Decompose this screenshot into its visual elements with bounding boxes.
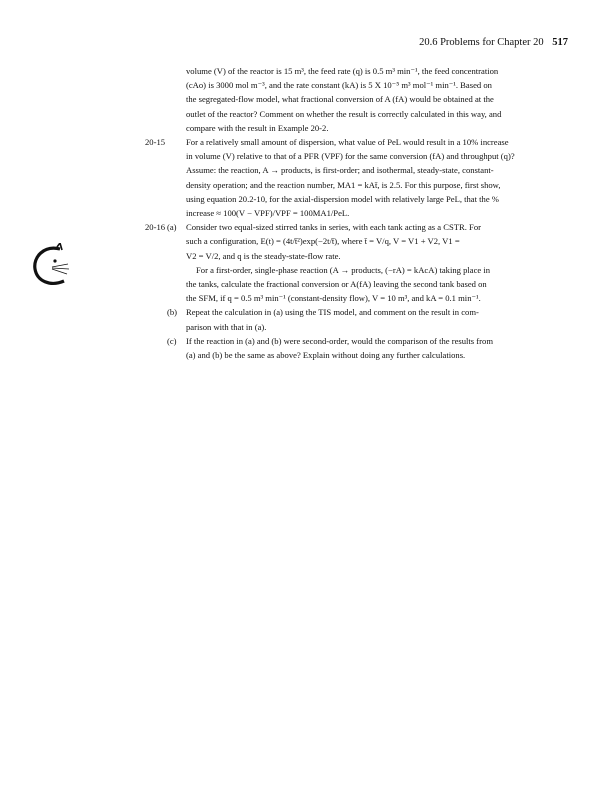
text-line: such a configuration, E(t) = (4t/t̄²)exp(−2t/t̄), where t̄ = V/q, V = V1 + V2, V1 = xyxy=(186,236,460,247)
problem-20-14-continued xyxy=(165,64,570,135)
text-line: Repeat the calculation in (a) using the TIS model, and comment on the result in com- xyxy=(186,307,479,318)
problem-20-15 xyxy=(145,135,570,220)
text-line: For a relatively small amount of dispersion, what value of PeL would result in a 10% increase xyxy=(186,137,509,148)
part-label: (c) xyxy=(167,335,177,346)
part-c xyxy=(165,334,570,362)
text-line: Consider two equal-sized stirred tanks in series, with each tank acting as a CSTR. For xyxy=(186,222,481,233)
text-line: Assume: the reaction, A → products, is first-order; and isothermal, steady-state, constant- xyxy=(186,165,494,176)
text-line: in volume (V) relative to that of a PFR (VPF) for the same conversion (fA) and throughput (q)? xyxy=(186,151,515,162)
text-line: V2 = V/2, and q is the steady-state-flow rate. xyxy=(186,250,341,261)
text-line: volume (V) of the reactor is 15 m³, the feed rate (q) is 0.5 m³ min⁻¹, the feed concentration xyxy=(186,66,499,76)
text-line: using equation 20.2-10, for the axial-dispersion model with relatively large PeL, that the % xyxy=(186,193,499,204)
part-label: (b) xyxy=(167,307,178,318)
text-line: outlet of the reactor? Comment on whether the result is correctly calculated in this way, and xyxy=(186,108,502,119)
cat-logo-icon xyxy=(30,243,72,287)
text-line: the segregated-flow model, what fractional conversion of A (fA) would be obtained at the xyxy=(186,94,494,105)
problem-number: 20-16 xyxy=(145,222,166,233)
text-line: For a first-order, single-phase reaction (A → products, (−rA) = kAcA) taking place in xyxy=(196,264,491,275)
part-b xyxy=(165,305,570,333)
text-line: (a) and (b) be the same as above? Explain without doing any further calculations. xyxy=(186,350,466,361)
part-label: (a) xyxy=(167,222,177,233)
text-line: the SFM, if q = 0.5 m³ min⁻¹ (constant-density flow), V = 10 m³, and kA = 0.1 min⁻¹. xyxy=(186,293,481,304)
text-line: increase ≈ 100(V − VPF)/VPF = 100MA1/PeL. xyxy=(186,208,350,219)
header-title: 20.6 Problems for Chapter 20 xyxy=(419,37,544,48)
problem-number: 20-15 xyxy=(145,137,166,148)
text-line: compare with the result in Example 20-2. xyxy=(186,122,329,133)
text-line: the tanks, calculate the fractional conversion or A(fA) leaving the second tank based on xyxy=(186,279,487,290)
part-a xyxy=(165,220,570,305)
text-line: If the reaction in (a) and (b) were second-order, would the comparison of the results from xyxy=(186,335,494,346)
problem-20-16 xyxy=(145,220,570,362)
text-line: (cAo) is 3000 mol m⁻³, and the rate constant (kA) is 5 X 10⁻⁵ m³ mol⁻¹ min⁻¹. Based on xyxy=(186,80,492,91)
page-number: 517 xyxy=(552,37,568,48)
problems-text xyxy=(145,64,570,362)
text-line: parison with that in (a). xyxy=(186,321,267,332)
running-header xyxy=(419,37,568,48)
text-line: density operation; and the reaction number, MA1 = kAt̄, is 2.5. For this purpose, first show, xyxy=(186,179,501,190)
